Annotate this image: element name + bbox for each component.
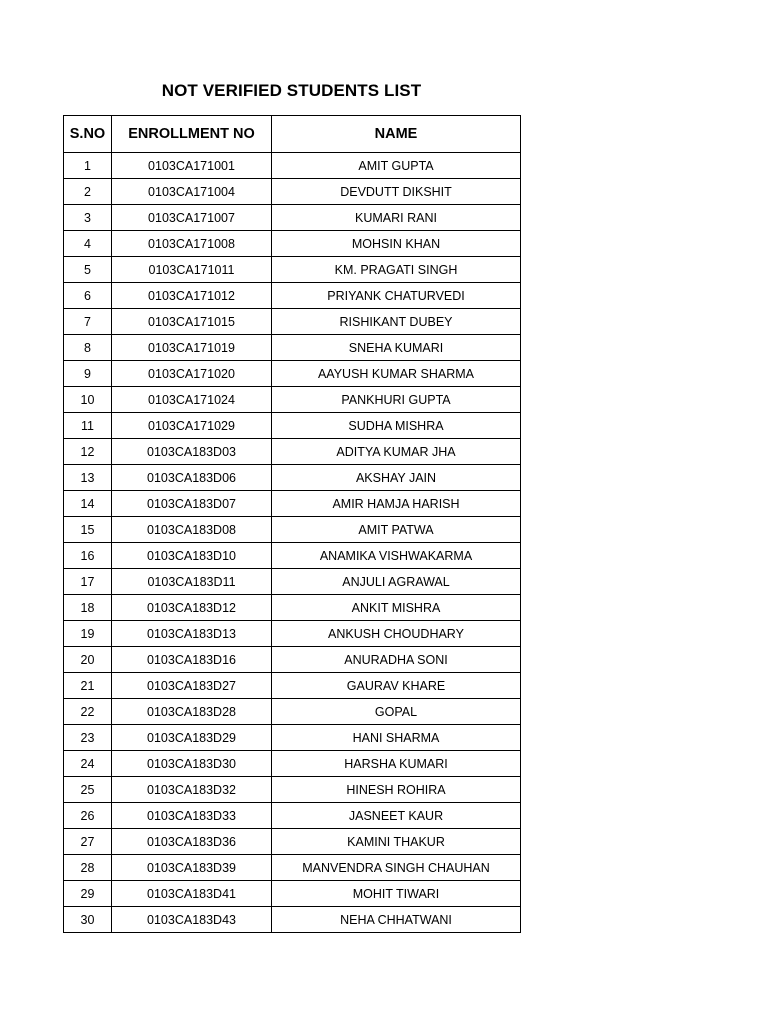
serial-number-cell: 20 (64, 647, 112, 673)
student-name-cell: ANJULI AGRAWAL (272, 569, 521, 595)
serial-number-cell: 24 (64, 751, 112, 777)
serial-number-cell: 15 (64, 517, 112, 543)
table-row (64, 257, 521, 283)
enrollment-number-cell: 0103CA183D13 (112, 621, 272, 647)
serial-number-cell: 10 (64, 387, 112, 413)
serial-number-cell: 18 (64, 595, 112, 621)
enrollment-number-cell: 0103CA183D30 (112, 751, 272, 777)
table-row (64, 725, 521, 751)
enrollment-number-cell: 0103CA183D29 (112, 725, 272, 751)
table-row (64, 413, 521, 439)
table-row (64, 699, 521, 725)
enrollment-number-cell: 0103CA171007 (112, 205, 272, 231)
enrollment-number-cell: 0103CA183D28 (112, 699, 272, 725)
serial-number-cell: 3 (64, 205, 112, 231)
table-row (64, 205, 521, 231)
page-title: NOT VERIFIED STUDENTS LIST (161, 81, 422, 100)
enrollment-number-cell: 0103CA171019 (112, 335, 272, 361)
table-row (64, 855, 521, 881)
table-row (64, 673, 521, 699)
table-row (64, 465, 521, 491)
enrollment-number-cell: 0103CA171024 (112, 387, 272, 413)
serial-number-cell: 27 (64, 829, 112, 855)
enrollment-number-cell: 0103CA183D32 (112, 777, 272, 803)
table-row (64, 335, 521, 361)
student-name-cell: NEHA CHHATWANI (272, 907, 521, 933)
student-name-cell: DEVDUTT DIKSHIT (272, 179, 521, 205)
table-row (64, 881, 521, 907)
student-name-cell: AMIR HAMJA HARISH (272, 491, 521, 517)
enrollment-number-cell: 0103CA183D43 (112, 907, 272, 933)
serial-number-cell: 26 (64, 803, 112, 829)
table-row (64, 647, 521, 673)
student-name-cell: AKSHAY JAIN (272, 465, 521, 491)
serial-number-cell: 11 (64, 413, 112, 439)
student-name-cell: AMIT GUPTA (272, 153, 521, 179)
student-name-cell: ADITYA KUMAR JHA (272, 439, 521, 465)
student-name-cell: KAMINI THAKUR (272, 829, 521, 855)
serial-number-cell: 17 (64, 569, 112, 595)
enrollment-number-cell: 0103CA171001 (112, 153, 272, 179)
header-serial-number: S.NO (64, 116, 112, 153)
enrollment-number-cell: 0103CA183D03 (112, 439, 272, 465)
serial-number-cell: 1 (64, 153, 112, 179)
enrollment-number-cell: 0103CA171008 (112, 231, 272, 257)
enrollment-number-cell: 0103CA183D10 (112, 543, 272, 569)
serial-number-cell: 6 (64, 283, 112, 309)
student-name-cell: KUMARI RANI (272, 205, 521, 231)
enrollment-number-cell: 0103CA183D06 (112, 465, 272, 491)
table-row (64, 543, 521, 569)
enrollment-number-cell: 0103CA183D27 (112, 673, 272, 699)
enrollment-number-cell: 0103CA183D39 (112, 855, 272, 881)
enrollment-number-cell: 0103CA171020 (112, 361, 272, 387)
table-row (64, 803, 521, 829)
table-row (64, 621, 521, 647)
table-header-row (64, 116, 521, 153)
header-name: NAME (272, 116, 521, 153)
student-name-cell: MOHIT TIWARI (272, 881, 521, 907)
enrollment-number-cell: 0103CA171011 (112, 257, 272, 283)
table-row (64, 387, 521, 413)
enrollment-number-cell: 0103CA171015 (112, 309, 272, 335)
enrollment-number-cell: 0103CA171004 (112, 179, 272, 205)
serial-number-cell: 29 (64, 881, 112, 907)
table-row (64, 283, 521, 309)
student-name-cell: MANVENDRA SINGH CHAUHAN (272, 855, 521, 881)
student-name-cell: JASNEET KAUR (272, 803, 521, 829)
student-name-cell: ANKIT MISHRA (272, 595, 521, 621)
enrollment-number-cell: 0103CA171012 (112, 283, 272, 309)
serial-number-cell: 8 (64, 335, 112, 361)
table-row (64, 179, 521, 205)
serial-number-cell: 25 (64, 777, 112, 803)
serial-number-cell: 2 (64, 179, 112, 205)
student-name-cell: SUDHA MISHRA (272, 413, 521, 439)
table-row (64, 595, 521, 621)
enrollment-number-cell: 0103CA183D12 (112, 595, 272, 621)
table-row (64, 777, 521, 803)
serial-number-cell: 28 (64, 855, 112, 881)
student-name-cell: SNEHA KUMARI (272, 335, 521, 361)
serial-number-cell: 16 (64, 543, 112, 569)
table-row (64, 491, 521, 517)
table-row (64, 751, 521, 777)
table-row (64, 153, 521, 179)
student-name-cell: KM. PRAGATI SINGH (272, 257, 521, 283)
students-table (63, 115, 521, 933)
table-body (64, 153, 521, 933)
serial-number-cell: 23 (64, 725, 112, 751)
serial-number-cell: 7 (64, 309, 112, 335)
enrollment-number-cell: 0103CA183D33 (112, 803, 272, 829)
student-name-cell: AMIT PATWA (272, 517, 521, 543)
serial-number-cell: 9 (64, 361, 112, 387)
enrollment-number-cell: 0103CA183D41 (112, 881, 272, 907)
serial-number-cell: 5 (64, 257, 112, 283)
table-row (64, 439, 521, 465)
serial-number-cell: 19 (64, 621, 112, 647)
table-row (64, 907, 521, 933)
enrollment-number-cell: 0103CA183D16 (112, 647, 272, 673)
enrollment-number-cell: 0103CA183D08 (112, 517, 272, 543)
student-name-cell: PRIYANK CHATURVEDI (272, 283, 521, 309)
table-row (64, 829, 521, 855)
serial-number-cell: 22 (64, 699, 112, 725)
enrollment-number-cell: 0103CA183D11 (112, 569, 272, 595)
table-row (64, 231, 521, 257)
student-name-cell: MOHSIN KHAN (272, 231, 521, 257)
serial-number-cell: 13 (64, 465, 112, 491)
serial-number-cell: 14 (64, 491, 112, 517)
enrollment-number-cell: 0103CA171029 (112, 413, 272, 439)
student-name-cell: HARSHA KUMARI (272, 751, 521, 777)
student-name-cell: ANAMIKA VISHWAKARMA (272, 543, 521, 569)
table-row (64, 309, 521, 335)
table-row (64, 569, 521, 595)
student-name-cell: AAYUSH KUMAR SHARMA (272, 361, 521, 387)
serial-number-cell: 4 (64, 231, 112, 257)
header-enrollment-number: ENROLLMENT NO (112, 116, 272, 153)
student-name-cell: GAURAV KHARE (272, 673, 521, 699)
table-row (64, 517, 521, 543)
student-name-cell: HANI SHARMA (272, 725, 521, 751)
student-name-cell: ANURADHA SONI (272, 647, 521, 673)
enrollment-number-cell: 0103CA183D36 (112, 829, 272, 855)
enrollment-number-cell: 0103CA183D07 (112, 491, 272, 517)
table-row (64, 361, 521, 387)
student-name-cell: RISHIKANT DUBEY (272, 309, 521, 335)
student-name-cell: PANKHURI GUPTA (272, 387, 521, 413)
serial-number-cell: 30 (64, 907, 112, 933)
student-name-cell: GOPAL (272, 699, 521, 725)
serial-number-cell: 21 (64, 673, 112, 699)
student-name-cell: HINESH ROHIRA (272, 777, 521, 803)
serial-number-cell: 12 (64, 439, 112, 465)
student-name-cell: ANKUSH CHOUDHARY (272, 621, 521, 647)
